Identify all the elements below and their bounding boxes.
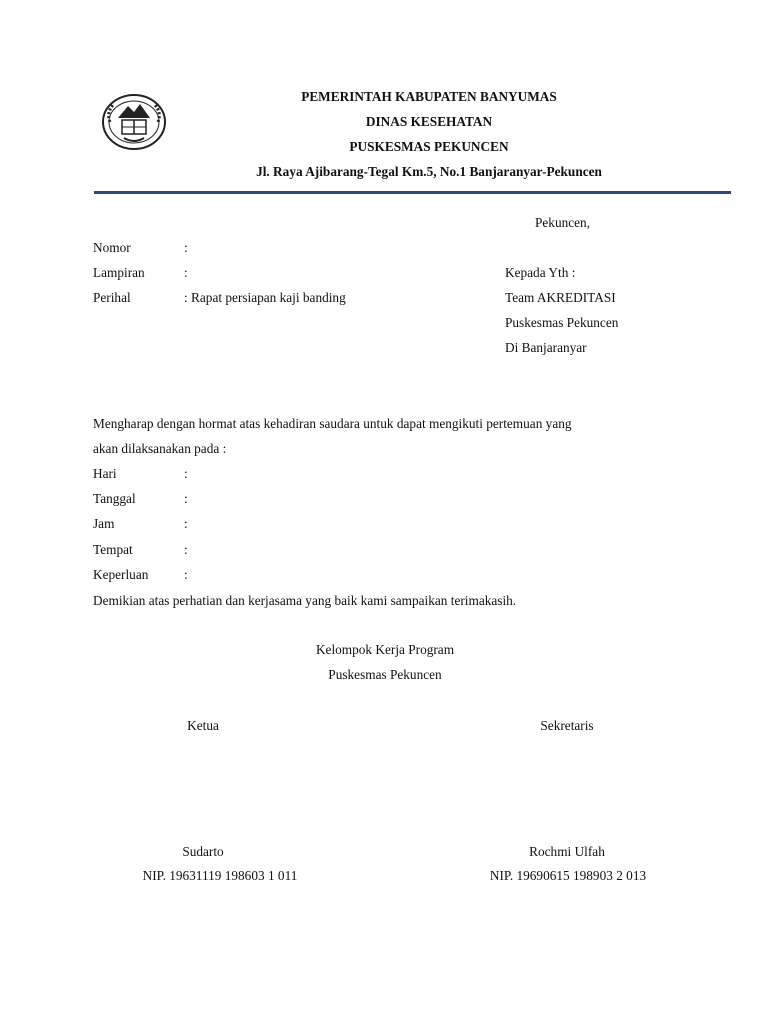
signature-group-line1: Kelompok Kerja Program — [315, 642, 455, 657]
tempat-value: : — [184, 542, 188, 557]
body-intro-line2: akan dilaksanakan pada : — [93, 441, 227, 456]
tempat-label: Tempat — [93, 542, 133, 557]
tanggal-label: Tanggal — [93, 491, 136, 506]
place-date: Pekuncen, — [535, 215, 591, 230]
jam-value: : — [184, 516, 188, 531]
header-department: DINAS KESEHATAN — [365, 114, 493, 129]
tanggal-value: : — [184, 491, 188, 506]
signature-left-nip: NIP. 19631119 198603 1 011 — [142, 868, 298, 883]
body-intro-line1: Mengharap dengan hormat atas kehadiran saudara untuk dapat mengikuti pertemuan yang — [93, 416, 572, 431]
hari-label: Hari — [93, 466, 117, 481]
header-divider — [94, 191, 731, 194]
perihal-label: Perihal — [93, 290, 131, 305]
hari-value: : — [184, 466, 188, 481]
closing-sentence: Demikian atas perhatian dan kerjasama yang baik kami sampaikan terimakasih. — [93, 593, 517, 608]
jam-label: Jam — [93, 516, 115, 531]
signature-left-name: Sudarto — [182, 844, 224, 859]
header-address: Jl. Raya Ajibarang-Tegal Km.5, No.1 Banjaranyar-Pekuncen — [256, 164, 602, 179]
nomor-label: Nomor — [93, 240, 131, 255]
lampiran-value: : — [184, 265, 188, 280]
header-puskesmas: PUSKESMAS PEKUNCEN — [349, 139, 509, 154]
recipient-salutation: Kepada Yth : — [505, 265, 576, 280]
signature-right-nip: NIP. 19690615 198903 2 013 — [489, 868, 647, 883]
nomor-value: : — [184, 240, 188, 255]
signature-left-role: Ketua — [187, 718, 219, 733]
perihal-value: : Rapat persiapan kaji banding — [184, 290, 346, 305]
keperluan-label: Keperluan — [93, 567, 149, 582]
signature-right-name: Rochmi Ulfah — [529, 844, 605, 859]
keperluan-value: : — [184, 567, 188, 582]
signature-group-line2: Puskesmas Pekuncen — [328, 667, 442, 682]
recipient-location: Di Banjaranyar — [505, 340, 587, 355]
lampiran-label: Lampiran — [93, 265, 145, 280]
header-government: PEMERINTAH KABUPATEN BANYUMAS — [301, 89, 557, 104]
banyumas-emblem-logo — [100, 92, 168, 152]
recipient-team: Team AKREDITASI — [505, 290, 616, 305]
signature-right-role: Sekretaris — [540, 718, 594, 733]
recipient-institution: Puskesmas Pekuncen — [505, 315, 619, 330]
